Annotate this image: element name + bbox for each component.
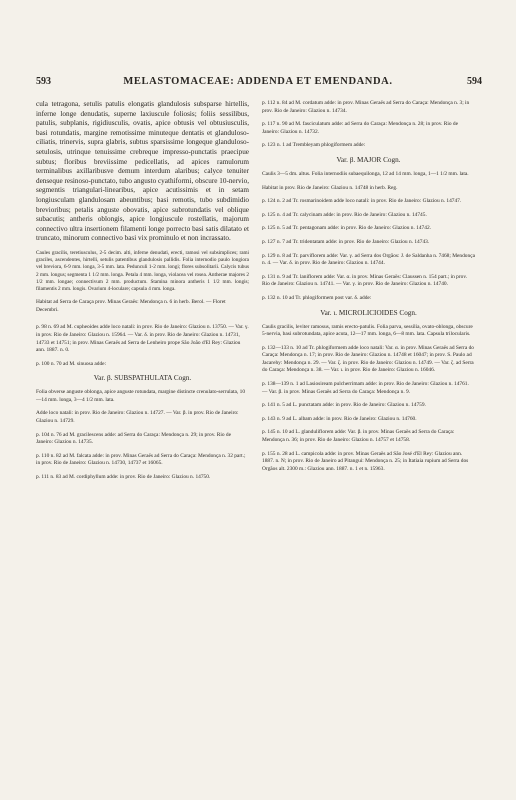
page-header <box>32 76 484 90</box>
addendum-entry: p. 110 n. 82 ad M. falcata adde: in prov. Minas Geraës ad Serra do Caraça: Mendonça n. 32 part.; in prov. Rio de Janeiro: Glaziou n. 14730, 14737 et 16065. <box>36 452 246 467</box>
addendum-entry: p. 141 n. 5 ad L. punctatam adde: in prov. Rio de Janeiro: Glaziou n. 14759. <box>262 402 426 409</box>
addendum-entry: p. 112 n. 84 ad M. cordatum adde: in prov. Minas Geraës ad Serra do Caraça: Mendonça n. 3; in prov. Rio de Janeiro: Glaziou n. 14734. <box>262 100 470 114</box>
variety-description: Caulis 3—5 dm. altus. Folia internodiis subaequilonga, 12 ad 14 mm. longa, 1—1 1/2 mm. lata. <box>262 170 469 177</box>
addendum-entry: p. 132 n. 10 ad Tr. phlogiformem post var. δ. adde: <box>262 294 372 301</box>
addendum-entry: p. 131 n. 9 ad Tr. laniflorem adde: Var. α. in prov. Minas Geraës: Claussen n. 154 part.; in prov. Rio de Janeiro: Glaziou n. 14741. — Var. γ. in prov. Rio de Janeiro: Glaziou n. 14740. <box>262 273 468 288</box>
running-title: MELASTOMACEAE: ADDENDA ET EMENDANDA. <box>123 76 393 87</box>
variety-heading: Var. ι. MICROLICIOIDES Cogn. <box>320 308 417 317</box>
variety-description: Folia obverse anguste oblonga, apice anguste rotundata, margine distincte crenulato-serrulata, 10—14 mm. longa, 3—4 1/2 mm. lata. <box>36 389 246 403</box>
page-number-right: 594 <box>467 76 482 87</box>
habitat-note: Habitat ad Serra de Caraça prov. Minas Geraës: Mendonça n. 6 in herb. Berol. — Floret Decembri. <box>36 299 226 313</box>
variety-heading: Var. β. SUBSPATHULATA Cogn. <box>93 374 192 383</box>
addendum-entry: p. 98 n. 69 ad M. cupheoides adde loco natali: in prov. Rio de Janeiro: Glaziou n. 13750. — Var. γ. in prov. Rio de Janeiro: Glaziou n. 15964. — Var. δ. in prov. Rio de Janeiro: Glaziou n. 14731, 14733 et 14751; in prov. Minas Geraës ad Serra de Lenheiro prope São João d'El Rey: Glaziou ann. 1887. n. 0. <box>36 324 249 354</box>
variety-heading: Var. β. MAJOR Cogn. <box>336 155 401 164</box>
page-number-left: 593 <box>36 76 51 87</box>
variety-habitat: Habitat in prov. Rio de Janeiro: Glaziou n. 14748 in herb. Reg. <box>262 184 398 191</box>
addendum-entry: p. 145 n. 10 ad L. glanduliflorem adde: Var. β. in prov. Minas Geraës ad Serra do Caraça: Mendonça n. 36; in prov. Rio de Janeiro: Glaziou n. 14757 et 14758. <box>262 429 455 444</box>
addendum-entry: p. 143 n. 9 ad L. albam adde: in prov. Rio de Janeiro: Glaziou n. 14760. <box>262 415 417 422</box>
addendum-entry: p. 123 n. 1 ad Trembleyam phlogiformem adde: <box>262 142 366 149</box>
addendum-entry: p. 129 n. 8 ad Tr. parviflorem adde: Var. γ. ad Serra dos Orgãos: J. de Saldanha n. 7468; Mendonça n. 4. — Var. δ. in prov. Rio de Janeiro: Glaziou n. 14744. <box>262 252 475 267</box>
addendum-entry: p. 111 n. 83 ad M. cordiphyllum adde: in prov. Rio de Janeiro: Glaziou n. 14750. <box>36 474 211 481</box>
latin-description: cula tetragona, setulis patulis elongatis glandulosis subsparse hirtellis, inferne longe denudatis, superne laxiuscule foliosis; foliis sessilibus, patulis, subplanis, rigidiusculis, ovatis, apice obtusis vel obtusiusculis, basi rotundatis, margine remotissime minuteque dentatis et glanduloso-ciliatis, trinervis, supra glabris, subtus sparsissime longeque glanduloso-setulosis, utrinque tenuissime crebreque impresso-punctatis praecipue subtus; floribus breviissime pedicellatis, ad apices ramulorum terminalibus axillaribusve demum interdum alaribus; calyce tenuiter denseque resinoso-punctato, tubo angusto cyathiformi, obscure 10-nervio, segmentis triangulari-linearibus, apice acutissimis et in setam longiusculam glandulosam abeuntibus; basi remotis, tubo subdimidio brevioribus; petalis anguste obovatis, apice subrotundatis vel oblique subacutis; antheris oblongis, apice longiuscule rostellatis, majorum connectivo ultra insertionem filamenti longe porrecto basi satis dilatato et truncato, minorum connectivo basi vix prominulo et non incrassato. <box>36 100 249 243</box>
variety-description: Caulis gracilis, leviter ramosus, ramis erecto-patulis. Folia parva, sessilia, ovato-oblonga, obscure 5-nervia, basi subrotundata, apice acuta, 12—17 mm. longa, 6—8 mm. lata. Capsula trilocularis. <box>262 323 473 338</box>
addendum-entry: p. 124 n. 2 ad Tr. rosmarinoidem adde loco natali: in prov. Rio de Janeiro: Glaziou n. 14747. <box>262 198 462 205</box>
addendum-entry: p. 127 n. 7 ad Tr. tridentatam adde: in prov. Rio de Janeiro: Glaziou n. 14743. <box>262 238 430 245</box>
addendum-entry: p. 104 n. 76 ad M. gracilescens adde: ad Serra do Caraça: Mendonça n. 29; in prov. Rio de Janeiro: Glaziou n. 14735. <box>36 431 232 446</box>
addendum-entry: p. 132—133 n. 10 ad Tr. phlogiformem adde loco natali: Var. α. in prov. Minas Geraës ad Serra do Caraça: Mendonça n. 17; in prov. Rio de Janeiro: Glaziou n. 14748 et 16047; in prov. S. Paulo ad Jacarehy: Mendonça n. 29. — Var. ζ. in prov. Rio de Janeiro: Glaziou n. 14749. — Var. ζ. ad Serra do Caraça: Mendonça n. 38. — Var. ι. in prov. Rio de Janeiro: Glaziou n. 16046. <box>262 344 474 374</box>
detailed-description: Caules gracilis, teretiusculus, 2-5 decim. alti, inferne denudati, erecti, ramosi vel subsimplices; rami graciles, ascendentes, hirtelli, setulis patentibus glandulosis pallidis. Folia internodio paulo longiora vel breviora, 6-9 mm. longa, 3-5 mm. lata. Pedunculi 1-2 mm. longi; flores subsolitarii. Calycis tubus 2 mm. longus; segmenta 1 1/2 mm. longa. Petala 4 mm. longa, violacea vel rosea. Antherae majores 2 1/2 mm. longae; connectivum 2 mm. productum. Stamina minora antheris 1 1/2 mm. longis; filamentis 2 mm. longis. Ovarium 4-loculare; capsula 4 mm. longa. <box>36 249 249 292</box>
variety-habitat: Adde loco natali: in prov. Rio de Janeiro: Glaziou n. 14727. — Var. β. in prov. Rio de Janeiro: Glaziou n. 14729. <box>36 410 239 425</box>
left-column <box>36 100 249 482</box>
addendum-entry: p. 100 n. 70 ad M. sinuosa adde: <box>36 360 107 367</box>
addendum-entry: p. 125 n. 4 ad Tr. calycinam adde: in prov. Rio de Janeiro: Glaziou n. 14745. <box>262 211 427 218</box>
right-column <box>262 100 475 473</box>
addendum-entry: p. 155 n. 28 ad L. campicola adde: in prov. Minas Geraës ad São José d'El Rey: Glaziou ann. 1887. n. N; in prov. Rio de Janeiro ad Pitangui: Mendonça n. 25; in Itatiaia rupium ad Serra dos Orgãos alt. 2300 m.: Glaziou ann. 1887. n. 1 et n. 15963. <box>262 450 469 472</box>
addendum-entry: p. 117 n. 90 ad M. fasciculatum adde: ad Serra do Caraça: Mendonça n. 28; in prov. Rio de Janeiro: Glaziou n. 14732. <box>262 121 459 135</box>
addendum-entry: p. 138—139 n. 1 ad Lasiosiream pulcherrimam adde: in prov. Rio de Janeiro: Glaziou n. 14761. — Var. β. in prov. Minas Geraës ad Serra do Caraça: Mendonça n. 9. <box>262 381 469 395</box>
addendum-entry: p. 125 n. 5 ad Tr. pentagonam adde: in prov. Rio de Janeiro: Glaziou n. 14742. <box>262 225 431 232</box>
